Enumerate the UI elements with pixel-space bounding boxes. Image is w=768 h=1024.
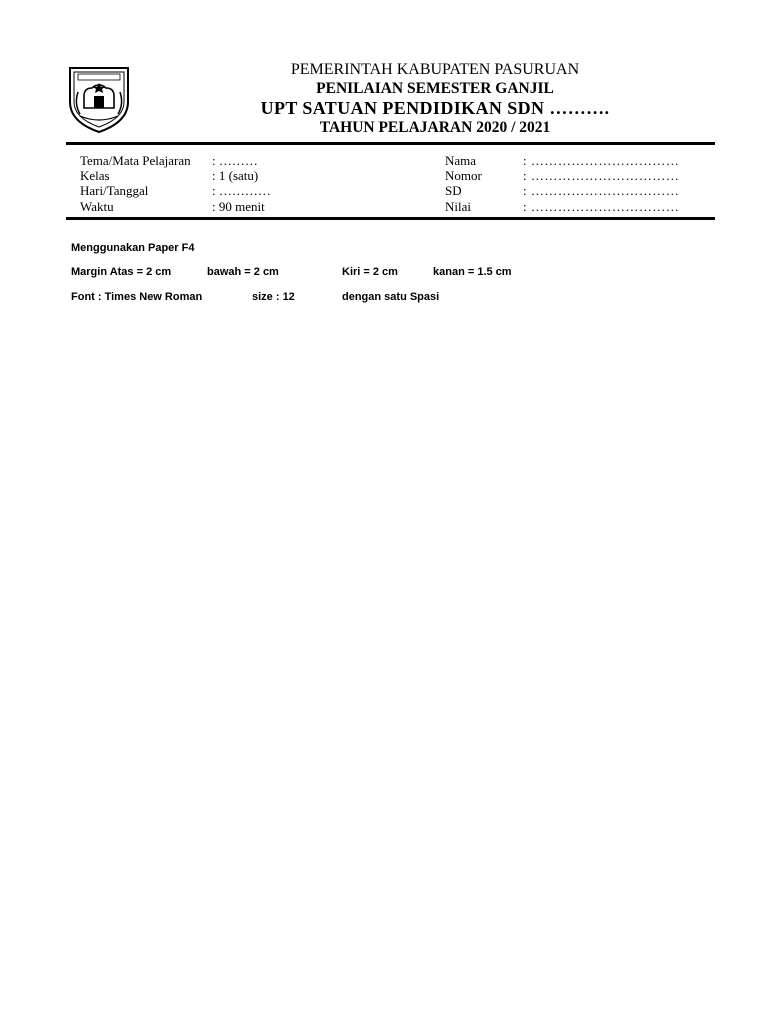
header-academic-year: TAHUN PELAJARAN 2020 / 2021: [319, 119, 551, 136]
info-label-school: SD: [445, 183, 462, 198]
info-value-class: : 1 (satu): [212, 168, 259, 183]
header-divider-bottom: [66, 217, 715, 220]
info-label-score: Nilai: [445, 199, 471, 214]
info-label-number: Nomor: [445, 168, 482, 183]
info-label-date: Hari/Tanggal: [80, 183, 149, 198]
note-margin-left: Kiri = 2 cm: [342, 266, 398, 278]
header-exam-title: PENILAIAN SEMESTER GANJIL: [316, 80, 554, 97]
note-font: Font : Times New Roman: [71, 291, 203, 303]
info-label-subject: Tema/Mata Pelajaran: [80, 153, 191, 168]
info-value-date: : …………: [212, 183, 271, 198]
note-margin-right: kanan = 1.5 cm: [433, 266, 512, 278]
info-value-number: : ……………………………: [523, 168, 680, 183]
info-label-class: Kelas: [80, 168, 110, 183]
header-school-title: UPT SATUAN PENDIDIKAN SDN ……….: [260, 98, 610, 118]
info-value-time: : 90 menit: [212, 199, 265, 214]
info-value-score: : ……………………………: [523, 199, 680, 214]
regency-crest-icon: [64, 62, 134, 134]
info-value-name: : ……………………………: [523, 153, 680, 168]
header-divider-top: [66, 142, 715, 145]
info-value-subject: : ………: [212, 153, 258, 168]
info-value-school: : ……………………………: [523, 183, 680, 198]
header-government-title: PEMERINTAH KABUPATEN PASURUAN: [290, 61, 580, 78]
note-paper: Menggunakan Paper F4: [71, 242, 195, 254]
note-font-size: size : 12: [252, 291, 295, 303]
info-label-name: Nama: [445, 153, 477, 168]
note-margin-bottom: bawah = 2 cm: [207, 266, 279, 278]
note-margin-top: Margin Atas = 2 cm: [71, 266, 172, 278]
note-spacing: dengan satu Spasi: [342, 291, 440, 303]
info-label-time: Waktu: [80, 199, 114, 214]
